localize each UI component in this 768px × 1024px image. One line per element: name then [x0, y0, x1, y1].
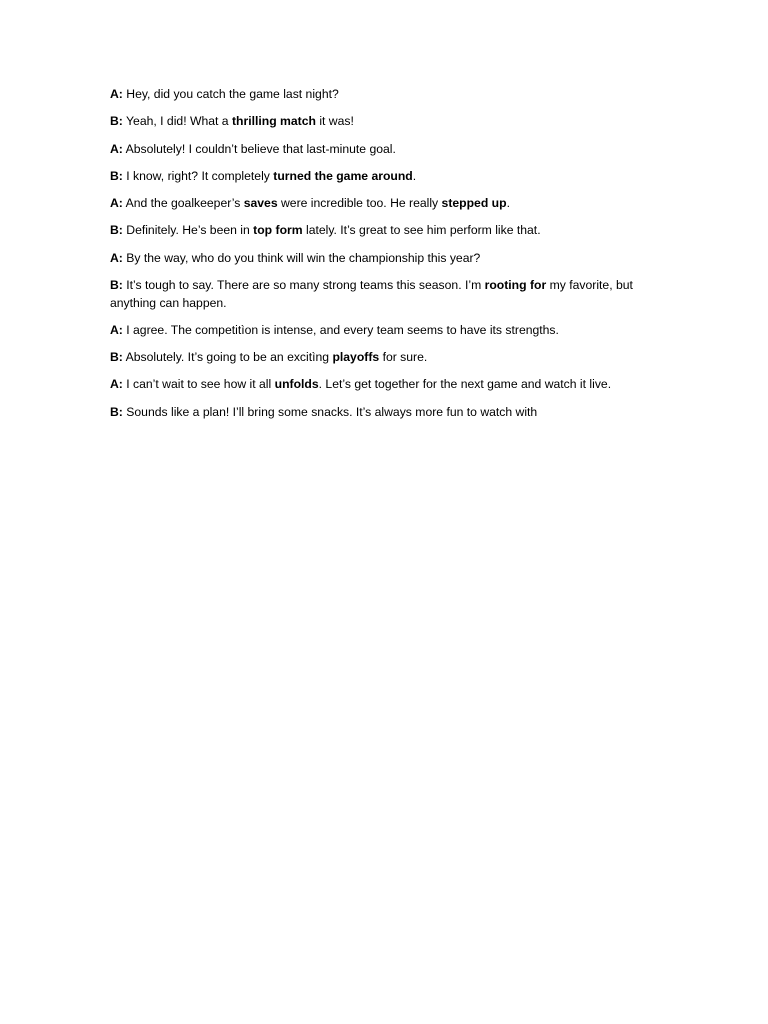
- line-text: .: [412, 168, 417, 183]
- highlighted-phrase: top form: [253, 223, 303, 238]
- line-text: It’s tough to say. There are so many strong teams this season. I’m: [122, 278, 485, 293]
- speaker-label: B:: [110, 350, 123, 365]
- line-text: Sounds like a plan! I’ll bring some snacks. It’s always more fun to watch with: [122, 404, 538, 419]
- dialogue-line: [110, 113, 655, 131]
- highlighted-phrase: playoffs: [332, 350, 380, 365]
- highlighted-phrase: unfolds: [274, 377, 319, 392]
- highlighted-phrase: thrilling match: [231, 114, 316, 129]
- line-text: Hey, did you catch the game last night?: [122, 87, 339, 101]
- line-text: my favorite, but anything can happen.: [110, 278, 633, 310]
- dialogue-line: [110, 349, 655, 367]
- line-text: By the way, who do you think will win the championship this year?: [122, 250, 481, 265]
- dialogue-text: [110, 86, 655, 431]
- line-text: for sure.: [379, 350, 428, 365]
- dialogue-line: [110, 404, 655, 422]
- highlighted-phrase: rooting for: [484, 278, 547, 293]
- dialogue-line: [110, 86, 655, 104]
- dialogue-line: [110, 277, 655, 312]
- speaker-label: A:: [110, 250, 123, 265]
- highlighted-phrase: turned the game around: [273, 168, 413, 183]
- speaker-label: A:: [110, 322, 123, 337]
- line-text: And the goalkeeper’s: [122, 196, 244, 211]
- speaker-label: A:: [110, 196, 123, 211]
- speaker-label: B:: [110, 278, 123, 293]
- highlighted-phrase: stepped up: [441, 196, 507, 211]
- line-text: Definitely. He’s been in: [122, 223, 254, 238]
- dialogue-line: [110, 141, 655, 159]
- line-text: Absolutely. It’s going to be an excitìng: [122, 350, 333, 365]
- line-text: I agree. The competitìon is intense, and every team seems to have its strengths.: [122, 322, 559, 337]
- speaker-label: A:: [110, 141, 123, 156]
- line-text: I can’t wait to see how it all: [122, 377, 275, 392]
- line-text: .: [506, 196, 510, 211]
- highlighted-phrase: saves: [243, 196, 278, 211]
- line-text: were incredible too. He really: [277, 196, 442, 211]
- dialogue-line: [110, 250, 655, 268]
- speaker-label: B:: [110, 223, 123, 238]
- speaker-label: A:: [110, 87, 123, 101]
- line-text: it was!: [315, 114, 354, 129]
- dialogue-line: [110, 322, 655, 340]
- dialogue-line: [110, 168, 655, 186]
- line-text: I know, right? It completely: [122, 168, 274, 183]
- dialogue-line: [110, 222, 655, 240]
- speaker-label: B:: [110, 404, 123, 419]
- line-text: Absolutely! I couldn’t believe that last-minute goal.: [122, 141, 396, 156]
- line-text: lately. It’s great to see him perform like that.: [302, 223, 541, 238]
- speaker-label: B:: [110, 114, 123, 129]
- speaker-label: B:: [110, 168, 123, 183]
- line-text: . Let’s get together for the next game and watch it live.: [318, 377, 612, 392]
- dialogue-line: [110, 195, 655, 213]
- line-text: Yeah, I did! What a: [122, 114, 232, 129]
- speaker-label: A:: [110, 377, 123, 392]
- dialogue-line: [110, 376, 655, 394]
